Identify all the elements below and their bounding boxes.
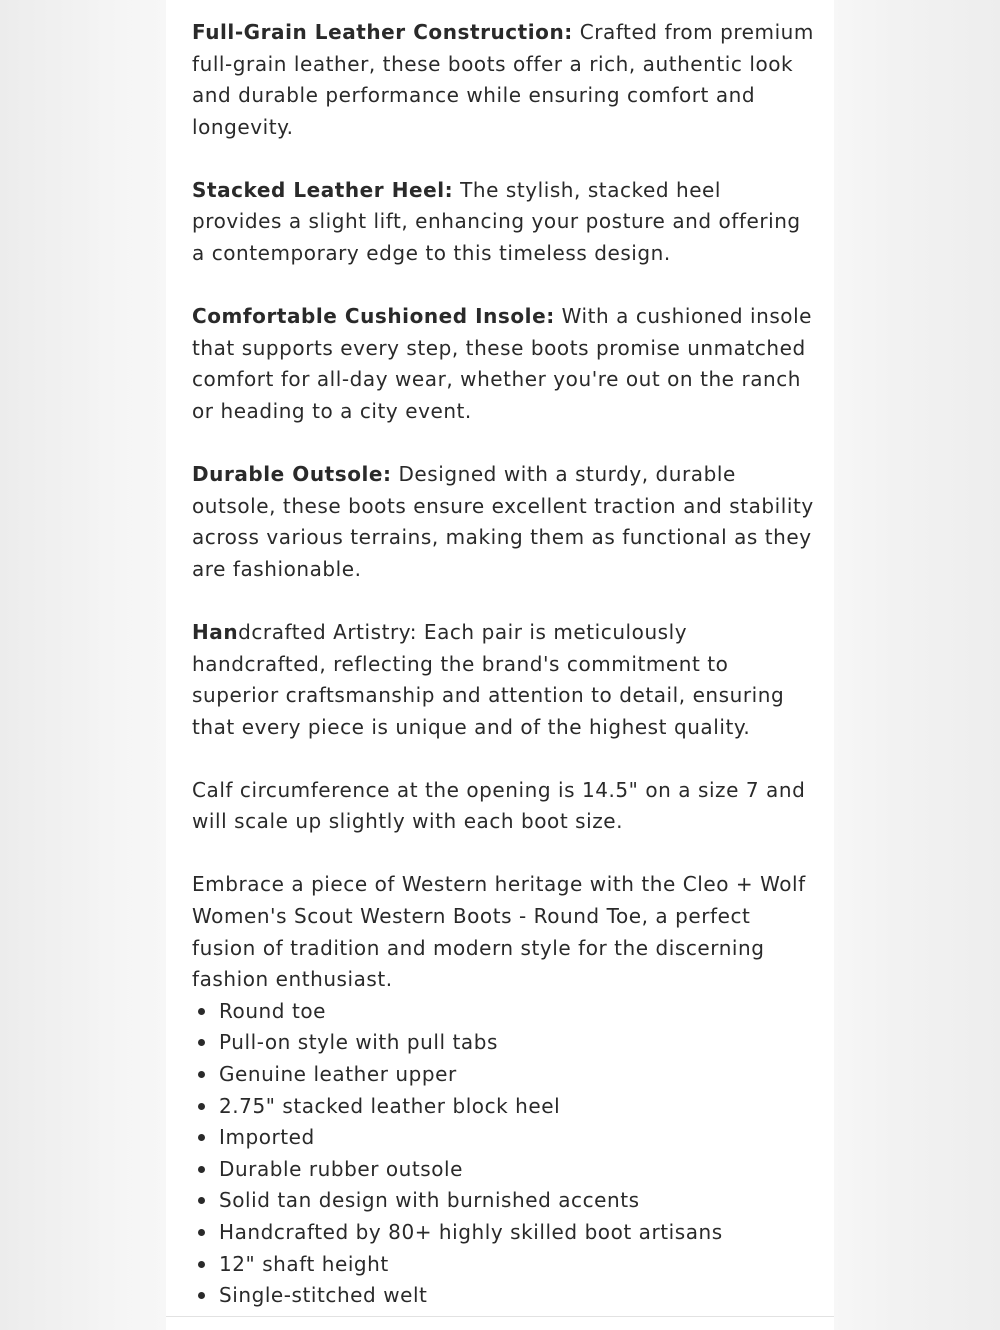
feature-paragraph-outsole (192, 459, 814, 585)
list-item (192, 1122, 814, 1154)
feature-text: The stylish, stacked heel provides a slight lift, enhancing your posture and offering a contemporary edge to this timeless design. (192, 177, 801, 266)
bullet-icon (198, 1103, 205, 1110)
list-item-text: Round toe (219, 998, 326, 1023)
bullet-icon (198, 1071, 205, 1078)
list-item-text: Single-stitched welt (219, 1283, 428, 1308)
list-item (192, 1091, 814, 1123)
list-item (192, 996, 814, 1028)
list-item-text: 12" shaft height (219, 1251, 389, 1276)
bullet-icon (198, 1134, 205, 1141)
list-item-text: Pull-on style with pull tabs (219, 1030, 498, 1055)
feature-text: Crafted from premium full-grain leather, these boots offer a rich, authentic look and durable performance while ensuring comfort and longevity. (192, 20, 814, 139)
list-item-text: Imported (219, 1125, 315, 1150)
feature-paragraph-heel (192, 175, 814, 270)
list-item-text: Solid tan design with burnished accents (219, 1188, 640, 1213)
feature-heading: Durable Outsole: (192, 462, 392, 487)
bullet-icon (198, 1008, 205, 1015)
list-item (192, 1280, 814, 1312)
product-description (166, 0, 834, 1330)
feature-text: With a cushioned insole that supports every step, these boots promise unmatched comfort for all-day wear, whether you're out on the ranch or heading to a city event. (192, 304, 813, 423)
list-item (192, 1059, 814, 1091)
list-item (192, 1154, 814, 1186)
feature-list (192, 996, 814, 1312)
feature-text: dcrafted Artistry: Each pair is meticulously handcrafted, reflecting the brand's commitment to superior craftsmanship and attention to detail, ensuring that every piece is unique and of the highest quality. (192, 619, 785, 739)
list-item-text: Handcrafted by 80+ highly skilled boot artisans (219, 1220, 723, 1244)
feature-paragraph-insole (192, 301, 814, 427)
divider (166, 1316, 834, 1317)
calf-circumference-note: Calf circumference at the opening is 14.5" on a size 7 and will scale up slightly with each boot size. (192, 777, 806, 834)
list-item (192, 1249, 814, 1281)
bullet-icon (198, 1292, 205, 1299)
list-item (192, 1027, 814, 1059)
list-item-text: Genuine leather upper (219, 1062, 457, 1087)
bullet-icon (198, 1039, 205, 1046)
bullet-icon (198, 1261, 205, 1268)
list-item (192, 1217, 814, 1249)
feature-heading: Comfortable Cushioned Insole: (192, 304, 555, 329)
feature-text: Designed with a sturdy, durable outsole, these boots ensure excellent traction and stability across various terrains, making them as functional as they are fashionable. (192, 462, 814, 581)
closing-paragraph: Embrace a piece of Western heritage with the Cleo + Wolf Women's Scout Western Boots - Round Toe, a perfect fusion of tradition and modern style for the discerning fashion enthusiast. (192, 872, 806, 992)
list-item-text: Durable rubber outsole (219, 1156, 464, 1181)
feature-heading: Stacked Leather Heel: (192, 177, 454, 202)
bullet-icon (198, 1229, 205, 1236)
feature-heading: Han (192, 619, 239, 644)
bullet-icon (198, 1166, 205, 1173)
feature-heading: Full-Grain Leather Construction: (192, 20, 573, 44)
feature-paragraph-artistry (192, 617, 814, 743)
feature-paragraph-leather (192, 17, 814, 143)
list-item-text: 2.75" stacked leather block heel (219, 1093, 561, 1118)
list-item (192, 1185, 814, 1217)
bullet-icon (198, 1197, 205, 1204)
